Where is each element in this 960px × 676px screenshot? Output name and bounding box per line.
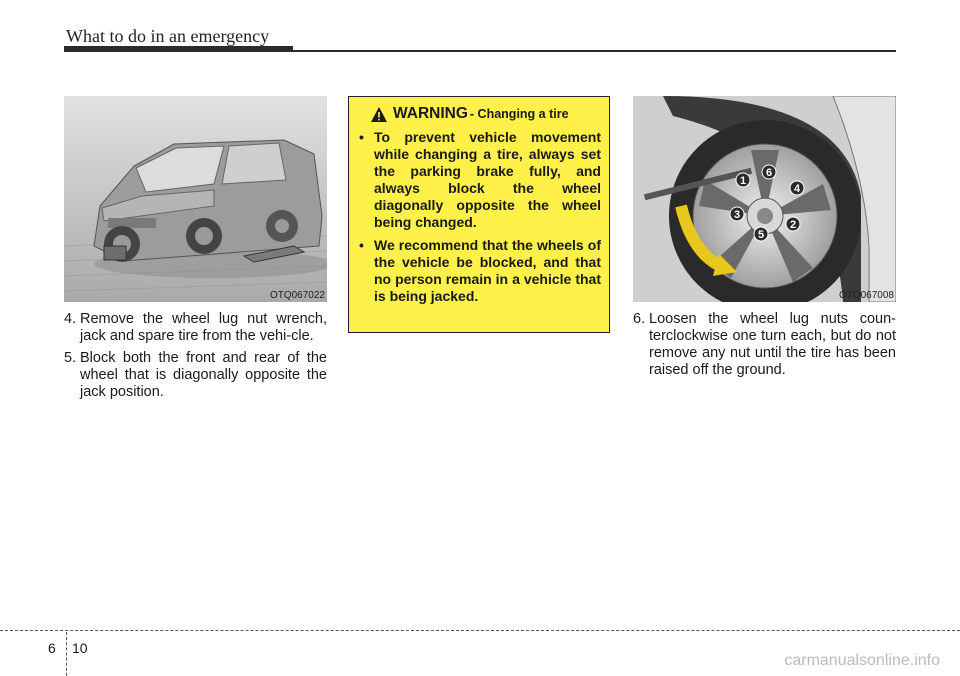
step-item	[64, 311, 327, 345]
section-title: What to do in an emergency	[66, 26, 270, 46]
step-number: 4.	[64, 311, 77, 327]
warning-subtitle: - Changing a tire	[469, 107, 569, 121]
step-number: 6.	[633, 311, 646, 327]
figure-code: OTQ067022	[269, 290, 325, 301]
bullet: •	[359, 237, 364, 253]
lug-nut-number: 6	[765, 167, 773, 179]
figure-van-chocked	[64, 96, 327, 302]
warning-title: WARNING	[393, 105, 468, 122]
step-text: Loosen the wheel lug nuts coun-terclockwise one turn each, but do not remove any nut until the tire has been raised off the ground.	[649, 311, 896, 378]
figure-code: OTQ067008	[838, 290, 894, 301]
steps-left	[64, 311, 327, 406]
figure-wheel-lug-nuts	[633, 96, 896, 302]
warning-text: To prevent vehicle movement while changing a tire, always set the parking brake fully, and always block the wheel diagonally opposite the wheel being changed.	[374, 129, 601, 230]
warning-header	[371, 105, 601, 123]
step-item	[633, 311, 896, 379]
lug-nut-number: 1	[739, 175, 747, 187]
lug-nut-number: 3	[733, 209, 741, 221]
lug-nut-number: 5	[757, 229, 765, 241]
step-item	[64, 350, 327, 401]
footer-rule	[0, 630, 960, 631]
warning-item	[359, 237, 601, 305]
footer-divider	[66, 632, 67, 676]
lug-nut-number: 4	[793, 183, 801, 195]
steps-right	[633, 311, 896, 384]
step-text: Block both the front and rear of the wheel that is diagonally opposite the jack position.	[80, 350, 327, 400]
warning-box	[348, 96, 610, 333]
step-number: 5.	[64, 350, 77, 366]
van-illustration	[64, 96, 327, 302]
watermark: carmanualsonline.info	[784, 652, 940, 669]
wheel-illustration	[633, 96, 896, 302]
page-number: 10	[72, 640, 88, 656]
bullet: •	[359, 129, 364, 145]
lug-nut-number: 2	[789, 219, 797, 231]
header-bar	[64, 46, 293, 52]
section-number: 6	[48, 640, 56, 656]
warning-triangle-icon	[371, 107, 387, 122]
warning-item	[359, 129, 601, 231]
warning-text: We recommend that the wheels of the vehicle be blocked, and that no person remain in a vehicle that is being jacked.	[374, 237, 601, 304]
step-text: Remove the wheel lug nut wrench, jack and spare tire from the vehi-cle.	[80, 311, 327, 344]
